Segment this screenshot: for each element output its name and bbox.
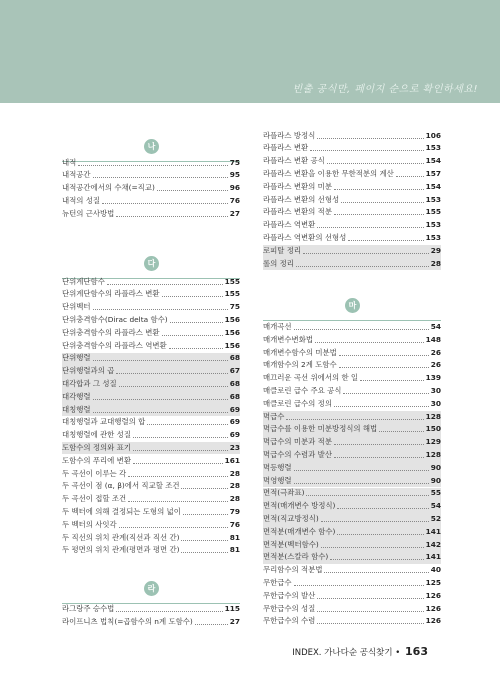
index-entry xyxy=(62,519,240,531)
entry-page-number: 30 xyxy=(430,386,441,395)
entry-term: 면적분(벡터함수) xyxy=(263,539,319,549)
leader-dots xyxy=(294,329,429,330)
index-entry xyxy=(263,130,441,142)
leader-dots xyxy=(181,552,227,553)
entry-term: 매끄러운 곡선 위에서의 한 일 xyxy=(263,373,359,383)
entry-page-number: 106 xyxy=(425,130,441,140)
entry-term: 라플라스 변환을 이용한 무한적분의 계산 xyxy=(263,168,394,178)
entry-page-number: 128 xyxy=(425,411,441,421)
index-entry xyxy=(62,442,240,454)
entry-term: 단위행렬과의 곱 xyxy=(62,366,115,376)
section-header xyxy=(263,298,441,316)
section-letter-badge: 라 xyxy=(144,581,159,596)
entry-term: 면적(극좌표) xyxy=(263,488,305,498)
entry-page-number: 155 xyxy=(224,276,240,286)
entry-page-number: 28 xyxy=(229,468,240,478)
index-entry xyxy=(263,462,441,474)
leader-dots xyxy=(317,598,423,599)
entry-term: 멱급수의 미분과 적분 xyxy=(263,437,332,447)
index-entry xyxy=(62,195,240,207)
leader-dots xyxy=(93,360,228,361)
leader-dots xyxy=(107,284,223,285)
index-entry xyxy=(62,391,240,403)
index-entry xyxy=(263,372,441,384)
section-letter-badge: 다 xyxy=(144,256,159,271)
entry-page-number: 153 xyxy=(425,220,441,230)
entry-term: 라플라스 역변환 xyxy=(263,220,316,230)
leader-dots xyxy=(315,342,424,343)
leader-dots xyxy=(334,444,424,445)
entry-term: 매개함수의 2계 도함수 xyxy=(263,360,337,370)
entry-page-number: 150 xyxy=(425,424,441,434)
index-entry xyxy=(62,404,240,416)
entry-page-number: 52 xyxy=(430,514,441,523)
entry-term: 멱급수의 수렴과 발산 xyxy=(263,450,332,459)
leader-dots xyxy=(93,412,228,413)
entry-term: 대칭행렬 xyxy=(62,404,91,414)
entry-term: 내적공간에서의 수채(=직교) xyxy=(62,183,155,193)
entry-term: 로피탈 정리 xyxy=(263,245,302,255)
entry-term: 매클로린 급수 주요 공식 xyxy=(263,386,342,395)
header-banner xyxy=(0,0,500,103)
entry-page-number: 27 xyxy=(229,208,240,218)
leader-dots xyxy=(116,216,227,217)
entry-page-number: 90 xyxy=(430,475,441,485)
entry-page-number: 27 xyxy=(229,616,240,626)
index-entry xyxy=(62,365,240,377)
leader-dots xyxy=(337,508,428,509)
leader-dots xyxy=(93,177,228,178)
leader-dots xyxy=(379,431,423,432)
index-entry xyxy=(62,276,240,288)
leader-dots xyxy=(337,534,423,535)
entry-term: 멱영행렬 xyxy=(263,475,292,485)
leader-dots xyxy=(294,585,424,586)
section-letter-badge: 마 xyxy=(345,298,360,313)
entry-term: 도함수의 정의와 표기 xyxy=(62,442,131,452)
entry-term: 멱급수 xyxy=(263,411,285,421)
leader-dots xyxy=(286,419,423,420)
entry-term: 두 직선의 위치 관계(직선과 직선 간) xyxy=(62,532,180,542)
index-entry xyxy=(263,168,441,180)
leader-dots xyxy=(317,138,423,139)
index-entry xyxy=(62,506,240,518)
entry-term: 단위계단함수의 라플라스 변환 xyxy=(62,289,160,299)
entry-page-number: 68 xyxy=(229,378,240,388)
index-entry xyxy=(62,455,240,467)
index-entry xyxy=(62,352,240,364)
entry-page-number: 128 xyxy=(425,450,441,459)
entry-page-number: 96 xyxy=(229,183,240,193)
index-entry xyxy=(62,603,240,615)
index-entry xyxy=(263,245,441,257)
leader-dots xyxy=(119,527,228,528)
index-entry xyxy=(263,590,441,602)
section-header xyxy=(62,139,240,157)
entry-term: 롤의 정리 xyxy=(263,258,294,268)
index-entry xyxy=(62,468,240,480)
entry-term: 대칭행렬에 관한 성질 xyxy=(62,430,131,440)
entry-page-number: 125 xyxy=(425,578,441,587)
index-entry xyxy=(263,398,441,410)
entry-term: 무한급수 xyxy=(263,578,292,587)
leader-dots xyxy=(162,296,223,297)
index-entry xyxy=(62,480,240,492)
leader-dots xyxy=(324,572,428,573)
entry-page-number: 155 xyxy=(224,289,240,299)
entry-term: 무한급수의 발산 xyxy=(263,590,316,600)
index-entry xyxy=(263,142,441,154)
entry-page-number: 23 xyxy=(229,442,240,452)
index-entry xyxy=(263,449,441,461)
entry-term: 무한급수의 성질 xyxy=(263,603,316,613)
section-header xyxy=(62,256,240,274)
entry-page-number: 67 xyxy=(229,366,240,376)
leader-dots xyxy=(339,355,429,356)
index-entry xyxy=(263,155,441,167)
entry-page-number: 69 xyxy=(229,417,240,427)
entry-term: 내적의 성질 xyxy=(62,195,101,205)
entry-page-number: 141 xyxy=(425,526,441,536)
entry-term: 단위벡터 xyxy=(62,302,91,312)
leader-dots xyxy=(102,203,228,204)
leader-dots xyxy=(78,165,227,166)
index-entry xyxy=(263,334,441,346)
entry-page-number: 157 xyxy=(425,168,441,178)
leader-dots xyxy=(93,399,228,400)
entry-term: 두 벡터에 의해 결정되는 도형의 넓이 xyxy=(62,506,181,516)
leader-dots xyxy=(128,501,228,502)
leader-dots xyxy=(162,335,223,336)
entry-page-number: 126 xyxy=(425,616,441,626)
entry-term: 라플라스 변환 공식 xyxy=(263,156,325,166)
entry-page-number: 154 xyxy=(425,181,441,191)
leader-dots xyxy=(116,611,222,612)
entry-term: 매클로린 급수의 정의 xyxy=(263,398,332,408)
leader-dots xyxy=(360,380,423,381)
entry-page-number: 28 xyxy=(229,481,240,491)
index-entry xyxy=(263,232,441,244)
entry-page-number: 55 xyxy=(430,488,441,498)
index-entry xyxy=(62,544,240,556)
section-letter-badge: 나 xyxy=(144,139,159,154)
entry-term: 대각행렬 xyxy=(62,391,91,401)
index-entry xyxy=(263,436,441,448)
leader-dots xyxy=(317,611,423,612)
page-footer xyxy=(292,645,428,658)
index-entry xyxy=(62,327,240,339)
entry-page-number: 79 xyxy=(229,506,240,516)
entry-term: 두 곡선이 점 (α, β)에서 직교할 조건 xyxy=(62,481,180,491)
leader-dots xyxy=(170,322,223,323)
leader-dots xyxy=(181,488,227,489)
entry-term: 두 평면의 위치 관계(평면과 평면 간) xyxy=(62,545,180,555)
index-entry xyxy=(263,206,441,218)
entry-term: 뉴턴의 근사방법 xyxy=(62,208,115,218)
index-entry xyxy=(263,551,441,563)
leader-dots xyxy=(341,202,423,203)
index-entry xyxy=(263,385,441,397)
entry-page-number: 28 xyxy=(229,494,240,504)
entry-term: 라플라스 변환의 미분 xyxy=(263,181,332,191)
leader-dots xyxy=(195,624,228,625)
entry-page-number: 68 xyxy=(229,353,240,363)
index-entry xyxy=(62,208,240,220)
entry-page-number: 153 xyxy=(425,232,441,242)
entry-term: 두 벡터의 사잇각 xyxy=(62,519,117,529)
entry-term: 내적 xyxy=(62,157,77,167)
entry-page-number: 142 xyxy=(425,539,441,549)
index-entry xyxy=(263,475,441,487)
entry-page-number: 54 xyxy=(430,322,441,331)
index-entry xyxy=(263,423,441,435)
entry-term: 멱급수를 이용한 미분방정식의 해법 xyxy=(263,424,378,434)
index-entry xyxy=(62,429,240,441)
index-entry xyxy=(263,487,441,499)
entry-term: 라플라스 변환의 적분 xyxy=(263,207,332,217)
entry-page-number: 115 xyxy=(224,604,240,613)
leader-dots xyxy=(334,189,424,190)
entry-term: 두 곡선이 접할 조건 xyxy=(62,494,127,504)
entry-page-number: 68 xyxy=(229,391,240,401)
entry-page-number: 156 xyxy=(224,340,240,350)
index-entry xyxy=(263,577,441,589)
leader-dots xyxy=(133,463,223,464)
entry-term: 라그랑주 승수법 xyxy=(62,604,115,613)
entry-page-number: 95 xyxy=(229,170,240,180)
entry-page-number: 81 xyxy=(229,545,240,555)
index-entry xyxy=(263,347,441,359)
entry-term: 단위충격함수(Dirac delta 함수) xyxy=(62,314,168,324)
entry-page-number: 141 xyxy=(425,552,441,562)
index-entry xyxy=(263,258,441,270)
entry-page-number: 29 xyxy=(430,245,441,255)
leader-dots xyxy=(317,227,423,228)
entry-page-number: 148 xyxy=(425,334,441,344)
entry-term: 면적(직교방정식) xyxy=(263,514,319,523)
leader-dots xyxy=(183,514,228,515)
entry-term: 라플라스 변환 xyxy=(263,143,309,153)
leader-dots xyxy=(147,424,227,425)
leader-dots xyxy=(339,367,429,368)
entry-page-number: 76 xyxy=(229,195,240,205)
entry-term: 단위충격함수의 라플라스 변환 xyxy=(62,327,160,337)
entry-page-number: 129 xyxy=(425,437,441,447)
entry-page-number: 76 xyxy=(229,519,240,529)
footer-label: INDEX. 가나다순 공식찾기 • xyxy=(292,648,401,658)
entry-page-number: 26 xyxy=(430,360,441,370)
entry-term: 면적분(스칼라 함수) xyxy=(263,552,329,562)
entry-page-number: 126 xyxy=(425,590,441,600)
leader-dots xyxy=(294,483,429,484)
leader-dots xyxy=(128,476,228,477)
index-entry xyxy=(263,526,441,538)
entry-term: 대각합과 그 성질 xyxy=(62,378,117,388)
index-entry xyxy=(263,194,441,206)
entry-page-number: 69 xyxy=(229,404,240,414)
leader-dots xyxy=(343,393,428,394)
entry-term: 멱등행렬 xyxy=(263,462,292,472)
entry-page-number: 30 xyxy=(430,398,441,408)
entry-page-number: 54 xyxy=(430,501,441,511)
entry-page-number: 139 xyxy=(425,373,441,383)
entry-term: 단위행렬 xyxy=(62,353,91,363)
entry-page-number: 75 xyxy=(229,157,240,167)
index-entry xyxy=(263,359,441,371)
leader-dots xyxy=(93,309,228,310)
index-entry xyxy=(62,157,240,169)
leader-dots xyxy=(334,214,424,215)
section-header xyxy=(62,581,240,599)
leader-dots xyxy=(310,150,423,151)
index-entry xyxy=(62,416,240,428)
entry-term: 라플라스 역변환의 선형성 xyxy=(263,232,347,242)
entry-page-number: 40 xyxy=(430,565,441,575)
entry-page-number: 156 xyxy=(224,327,240,337)
entry-page-number: 155 xyxy=(425,207,441,217)
entry-page-number: 156 xyxy=(224,314,240,324)
index-entry xyxy=(263,513,441,525)
index-entry xyxy=(62,532,240,544)
entry-term: 면적분(매개변수 함수) xyxy=(263,526,336,536)
entry-page-number: 126 xyxy=(425,603,441,613)
index-entry xyxy=(263,219,441,231)
index-entry xyxy=(263,321,441,333)
entry-page-number: 153 xyxy=(425,143,441,153)
entry-term: 라이프니츠 법칙(=곱함수의 n계 도함수) xyxy=(62,616,193,626)
leader-dots xyxy=(334,406,429,407)
index-entry xyxy=(62,340,240,352)
entry-page-number: 28 xyxy=(430,258,441,268)
entry-term: 대칭행렬과 교대행렬의 합 xyxy=(62,417,146,427)
entry-term: 무리함수의 적분법 xyxy=(263,565,323,575)
leader-dots xyxy=(294,470,429,471)
leader-dots xyxy=(321,547,424,548)
index-entry xyxy=(263,615,441,627)
leader-dots xyxy=(334,457,424,458)
index-entry xyxy=(263,603,441,615)
leader-dots xyxy=(181,540,227,541)
index-entry xyxy=(263,539,441,551)
index-entry xyxy=(62,182,240,194)
leader-dots xyxy=(116,373,227,374)
leader-dots xyxy=(348,240,423,241)
leader-dots xyxy=(396,176,424,177)
banner-caption: 빈출 공식만, 페이지 순으로 확인하세요! xyxy=(292,84,478,95)
entry-page-number: 81 xyxy=(229,532,240,542)
leader-dots xyxy=(133,450,228,451)
entry-term: 매개곡선 xyxy=(263,322,292,331)
entry-term: 두 곡선이 이루는 각 xyxy=(62,468,127,478)
leader-dots xyxy=(119,386,228,387)
index-entry xyxy=(62,616,240,628)
entry-term: 라플라스 방정식 xyxy=(263,130,316,140)
entry-page-number: 161 xyxy=(224,455,240,465)
index-entry xyxy=(62,169,240,181)
entry-page-number: 26 xyxy=(430,347,441,357)
entry-term: 단위계단함수 xyxy=(62,276,105,286)
entry-page-number: 69 xyxy=(229,430,240,440)
index-entry xyxy=(263,411,441,423)
entry-page-number: 154 xyxy=(425,156,441,166)
index-entry xyxy=(62,301,240,313)
index-entry xyxy=(263,181,441,193)
entry-term: 단위충격함수의 라플라스 역변환 xyxy=(62,340,167,350)
leader-dots xyxy=(317,623,423,624)
index-entry xyxy=(62,314,240,326)
index-entry xyxy=(263,500,441,512)
leader-dots xyxy=(133,437,228,438)
entry-term: 매개변수변화법 xyxy=(263,334,313,344)
leader-dots xyxy=(330,559,423,560)
entry-page-number: 153 xyxy=(425,194,441,204)
leader-dots xyxy=(327,163,424,164)
index-entry xyxy=(62,378,240,390)
index-entry xyxy=(62,288,240,300)
leader-dots xyxy=(296,266,429,267)
page-number: 163 xyxy=(405,645,428,658)
entry-term: 내적공간 xyxy=(62,170,91,180)
index-entry xyxy=(263,564,441,576)
leader-dots xyxy=(157,190,228,191)
entry-page-number: 90 xyxy=(430,462,441,472)
entry-term: 무한급수의 수렴 xyxy=(263,616,316,626)
entry-term: 도함수의 푸리에 변환 xyxy=(62,455,131,465)
entry-term: 매개변수함수의 미분법 xyxy=(263,347,337,357)
entry-term: 면적(매개변수 방정식) xyxy=(263,501,336,511)
entry-page-number: 75 xyxy=(229,302,240,312)
entry-term: 라플라스 변환의 선형성 xyxy=(263,194,340,204)
index-entry xyxy=(62,493,240,505)
leader-dots xyxy=(306,495,428,496)
leader-dots xyxy=(321,521,429,522)
leader-dots xyxy=(303,253,429,254)
leader-dots xyxy=(169,348,223,349)
